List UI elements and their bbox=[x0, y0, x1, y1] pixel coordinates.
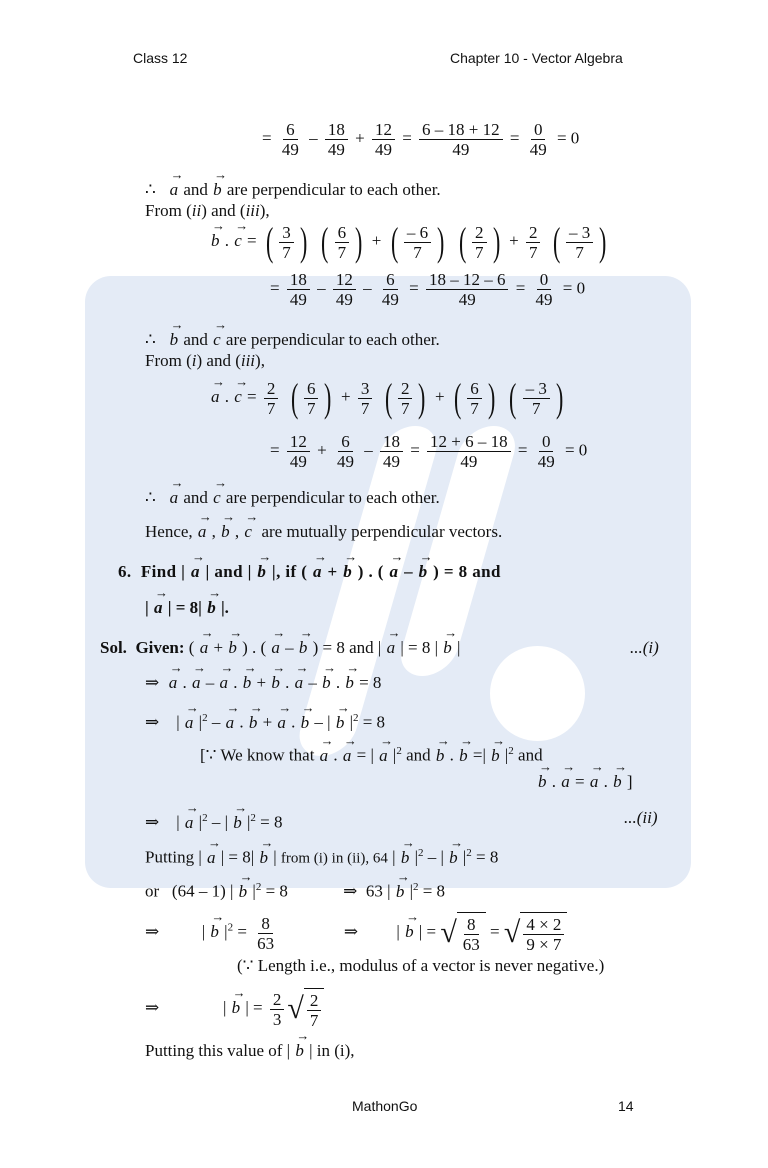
solution-given: Sol. Given: ( → a + → b ) . ( → a – → b ) = 8 and | → a | = 8 | → b | bbox=[100, 637, 460, 659]
equation-ref-ii: ...(ii) bbox=[624, 808, 658, 827]
note-line: → b . → a = → a . → b ] bbox=[537, 771, 633, 793]
equation-line: or (64 – 1) | → b $|^2 = 8$ ⇒ 63 | → b $|^2 = 8$ bbox=[145, 876, 445, 903]
equation-line: ⇒ | → a $|^2$ – → a . → b + → a . → b – | → b $|^2 = 8$ bbox=[145, 707, 385, 734]
text-line: ∴ → a and → c are perpendicular to each other. bbox=[145, 487, 440, 509]
equation-line: = $\frac{12}{49}$ + $\frac{6}{49}$ – $\frac{18}{49}$ = $\frac{12 + 6 - 18}{49}$ = $\frac{0}{49}$ = 0 bbox=[270, 432, 588, 471]
equation-line: Putting | → a | = 8| → b | from (i) in (ii), 64 | → b $|^2$ – | → b $|^2 = 8$ bbox=[145, 842, 498, 870]
equation-ref-i: ...(i) bbox=[630, 638, 659, 657]
footer-brand: MathonGo bbox=[352, 1098, 418, 1114]
text-line: Putting this value of | → b | in (i), bbox=[145, 1040, 355, 1062]
page-number: 14 bbox=[618, 1098, 634, 1114]
header-class: Class 12 bbox=[133, 50, 188, 66]
equation-line: ⇒ | → b | = $\frac{2}{3}$ √ $\frac{2}{7}$ bbox=[145, 988, 324, 1030]
equation-line: = $\frac{6}{49}$ – $\frac{18}{49}$ + $\frac{12}{49}$ = $\frac{6 - 18 + 12}{49}$ = $\frac{0}{49}$ = 0 bbox=[262, 120, 580, 159]
equation-line: ⇒ | → b $|^2$ = $\frac{8}{63}$ ⇒ | → b | = √ $\frac{8}{63}$ = √ $\frac{4 \times 2}{9 \times 7}$ bbox=[145, 912, 567, 954]
text-line: From (ii) and (iii), bbox=[145, 201, 270, 220]
equation-line: → a . → c = $\frac{2}{7}$ ( $\frac{6}{7}$ ) + $\frac{3}{7}$ ( $\frac{2}{7}$ ) + ( $\frac{6}{7}$ ) ( $\frac{- 3}{7}$ ) bbox=[210, 378, 568, 418]
equation-line: = $\frac{18}{49}$ – $\frac{12}{49}$ – $\frac{6}{49}$ = $\frac{18 - 12 - 6}{49}$ = $\frac{0}{49}$ = 0 bbox=[270, 270, 586, 309]
text-line: From (i) and (iii), bbox=[145, 351, 265, 370]
text-line: Hence, → a , → b , → c are mutually perpendicular vectors. bbox=[145, 521, 502, 543]
equation-line: → b . → c = ( $\frac{3}{7}$ ) ( $\frac{6}{7}$ ) + ( $\frac{- 6}{7}$ ) ( $\frac{2}{7}$ ) + $\frac{2}{7}$ ( $\frac{- 3}{7}$ ) bbox=[210, 222, 612, 262]
header-chapter: Chapter 10 - Vector Algebra bbox=[450, 50, 623, 66]
equation-line: ⇒ → a . → a – → a . → b + → b . → a – → b . → b = 8 bbox=[145, 672, 381, 694]
text-line: ∴ → a and → b are perpendicular to each other. bbox=[145, 179, 441, 201]
question-6-cont: | → a | = 8| → b |. bbox=[145, 597, 229, 619]
note-line: [∵ We know that → a . → a = | → a $|^2$ and → b . → b =| → b $|^2$ and bbox=[200, 740, 543, 767]
question-6: 6. Find | → a | and | → b |, if ( → a + → b ) . ( → a – → b ) = 8 and bbox=[118, 561, 501, 583]
text-line: ∴ → b and → c are perpendicular to each other. bbox=[145, 329, 440, 351]
equation-line: ⇒ | → a $|^2$ – | → b $|^2 = 8$ bbox=[145, 807, 282, 834]
note-line: (∵ Length i.e., modulus of a vector is never negative.) bbox=[237, 956, 605, 975]
